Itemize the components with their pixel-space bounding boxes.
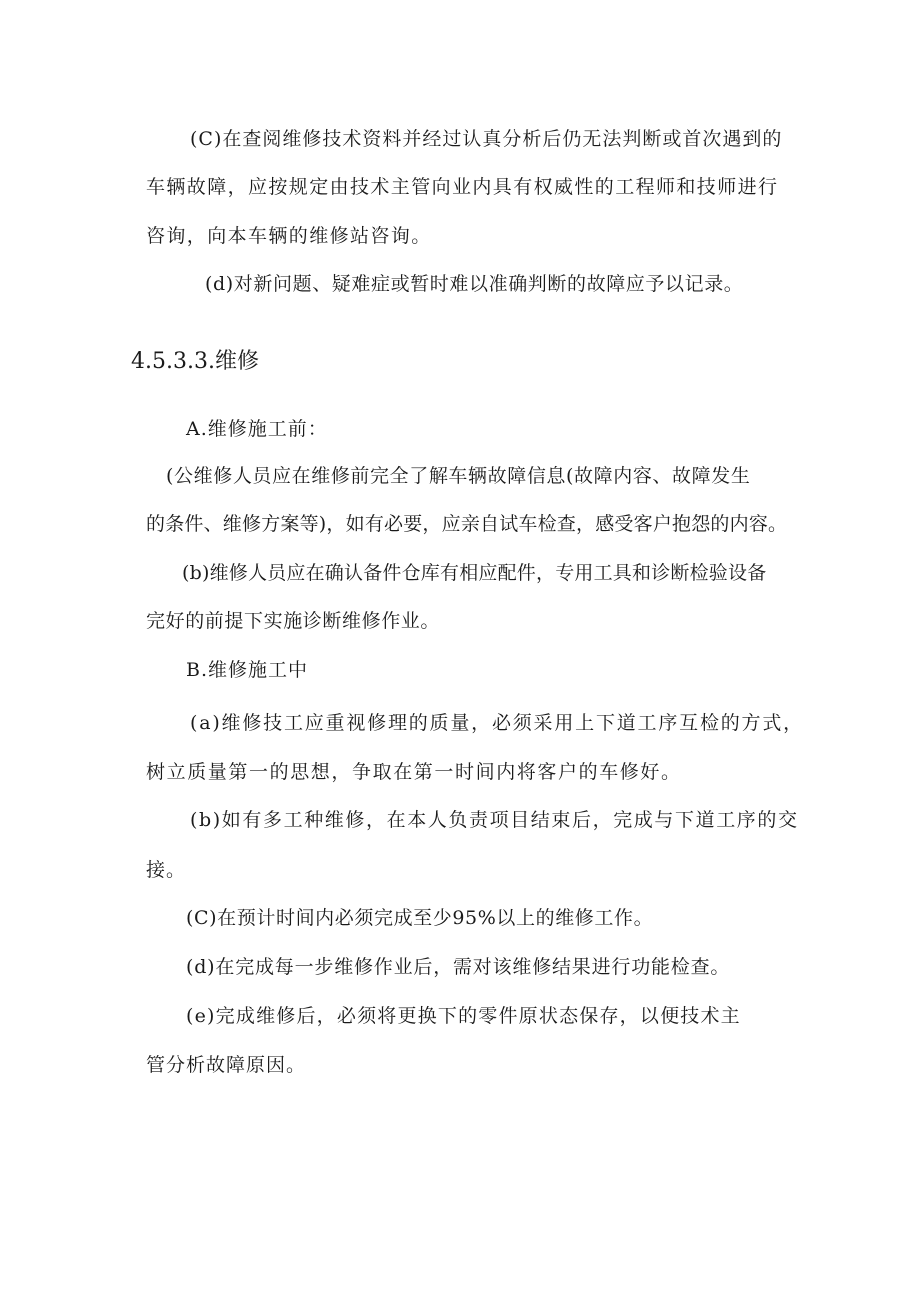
paragraph-d2-line-1: (d)在完成每一步维修作业后，需对该维修结果进行功能检查。 bbox=[186, 956, 731, 978]
paragraph-b-line-2: 完好的前提下实施诊断维修作业。 bbox=[146, 610, 441, 632]
paragraph-e-line-2: 管分析故障原因。 bbox=[146, 1054, 307, 1076]
paragraph-a2-line-2: 树立质量第一的思想，争取在第一时间内将客户的车修好。 bbox=[146, 761, 682, 783]
paragraph-c-line-3: 咨询，向本车辆的维修站咨询。 bbox=[146, 225, 432, 247]
paragraph-c-line-1: (C)在查阅维修技术资料并经过认真分析后仍无法判断或首次遇到的 bbox=[190, 128, 783, 150]
section-heading: 4.5.3.3.维修 bbox=[131, 349, 259, 374]
paragraph-d-line-1: (d)对新问题、疑难症或暂时难以准确判断的故障应予以记录。 bbox=[205, 273, 744, 295]
paragraph-a-line-1: (公维修人员应在维修前完全了解车辆故障信息(故障内容、故障发生 bbox=[166, 465, 751, 487]
paragraph-c-line-2: 车辆故障，应按规定由技术主管向业内具有权威性的工程师和技师进行 bbox=[146, 176, 779, 198]
paragraph-b2-line-1: (b)如有多工种维修，在本人负责项目结束后，完成与下道工序的交 bbox=[190, 809, 799, 831]
subheading-before-repair: A.维修施工前： bbox=[186, 418, 328, 440]
paragraph-e-line-1: (e)完成维修后，必须将更换下的零件原状态保存，以便技术主 bbox=[186, 1005, 741, 1027]
paragraph-c2-line-1: (C)在预计时间内必须完成至少95%以上的维修工作。 bbox=[186, 907, 654, 929]
paragraph-b2-line-2: 接。 bbox=[146, 859, 187, 881]
subheading-during-repair: B.维修施工中 bbox=[186, 659, 309, 681]
paragraph-a2-line-1: (a)维修技工应重视修理的质量，必须采用上下道工序互检的方式， bbox=[190, 712, 804, 734]
paragraph-a-line-2: 的条件、维修方案等)，如有必要，应亲自试车检查，感受客户抱怨的内容。 bbox=[146, 513, 788, 535]
paragraph-b-line-1: (b)维修人员应在确认备件仓库有相应配件，专用工具和诊断检验设备 bbox=[182, 562, 767, 584]
